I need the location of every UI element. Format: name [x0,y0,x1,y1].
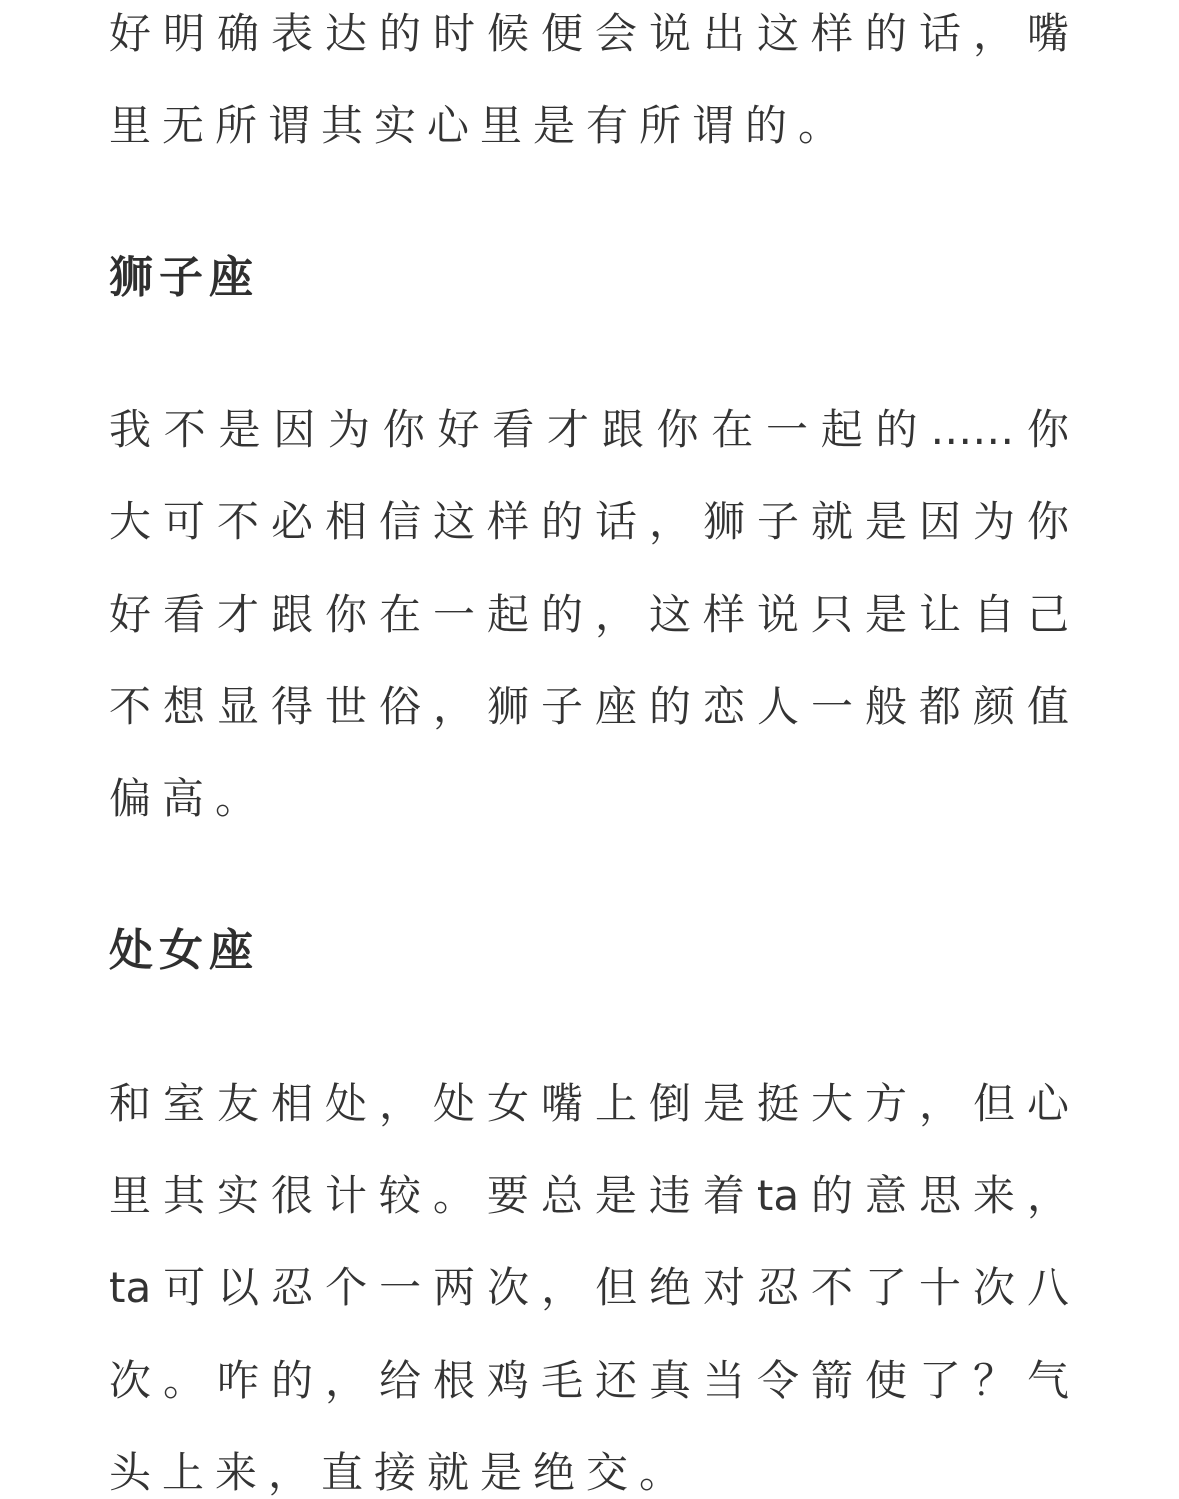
paragraph-line: 大可不必相信这样的话，狮子就是因为你 [109,497,1069,546]
paragraph-line: 和室友相处，处女嘴上倒是挺大方，但心 [109,1079,1069,1128]
paragraph-line: 我不是因为你好看才跟你在一起的……你 [109,405,1069,454]
paragraph-line: 好明确表达的时候便会说出这样的话，嘴 [109,9,1069,58]
section-heading-leo: 狮子座 [109,252,259,303]
paragraph-line: 头上来，直接就是绝交。 [109,1448,693,1497]
paragraph-line: 不想显得世俗，狮子座的恋人一般都颜值 [109,682,1069,731]
paragraph-line: ta可以忍个一两次，但绝对忍不了十次八 [109,1263,1069,1312]
paragraph-line: 偏高。 [109,774,269,823]
paragraph-line: 里其实很计较。要总是违着ta的意思来， [109,1171,1069,1220]
paragraph-line: 里无所谓其实心里是有所谓的。 [109,101,852,150]
section-heading-virgo: 处女座 [109,925,259,976]
paragraph-line: 次。咋的，给根鸡毛还真当令箭使了？气 [109,1356,1069,1405]
paragraph-line: 好看才跟你在一起的，这样说只是让自己 [109,590,1069,639]
